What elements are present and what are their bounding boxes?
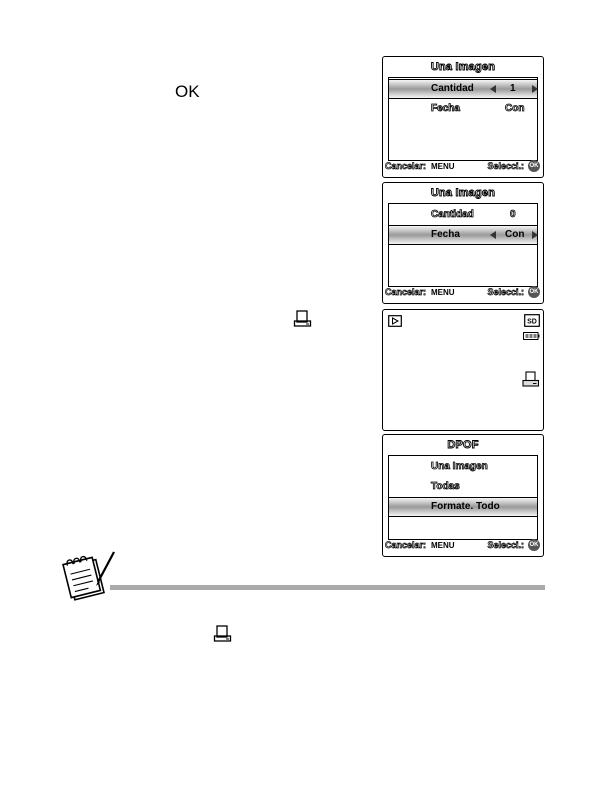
sd-card-icon	[524, 314, 540, 327]
item-label: Una Imagen	[431, 461, 488, 472]
lcd-screen-playback	[382, 309, 544, 431]
screen-footer	[385, 160, 541, 174]
screen-title: Una Imagen	[430, 187, 496, 199]
note-divider	[110, 585, 545, 590]
cancel-label: Cancelar:	[385, 540, 427, 550]
menu-row-cantidad[interactable]	[389, 205, 537, 225]
print-icon	[293, 309, 313, 329]
lcd-screen-dpof	[382, 434, 544, 557]
row-label: Fecha	[431, 229, 460, 240]
screen-title: DPOF	[447, 439, 479, 451]
row-value: Con	[505, 229, 525, 240]
menu-item-formate-todo[interactable]	[389, 497, 537, 517]
menu-item-una-imagen[interactable]	[389, 457, 537, 477]
menu-key[interactable]: MENU	[431, 162, 455, 171]
print-icon	[522, 370, 540, 388]
row-label: Cantidad	[431, 209, 474, 220]
menu-row-cantidad[interactable]	[389, 79, 537, 99]
menu-row-fecha[interactable]	[389, 99, 537, 119]
select-label: Selecci.:	[487, 161, 524, 171]
left-arrow-icon[interactable]	[490, 231, 496, 239]
select-label: Selecci.:	[487, 287, 524, 297]
menu-key[interactable]: MENU	[431, 541, 455, 550]
battery-icon	[523, 332, 540, 340]
lcd-screen-single-image-qty	[382, 56, 544, 178]
item-label: Todas	[431, 481, 460, 492]
right-arrow-icon[interactable]	[532, 231, 538, 239]
row-label: Cantidad	[431, 83, 474, 94]
menu-box	[388, 455, 538, 540]
screen-title: Una Imagen	[430, 61, 496, 73]
menu-row-fecha[interactable]	[389, 225, 537, 245]
ok-key-icon[interactable]: OK	[528, 160, 540, 172]
row-value: 1	[510, 83, 516, 94]
ok-key-icon[interactable]: OK	[528, 286, 540, 298]
menu-box	[388, 203, 538, 287]
sd-label: SD	[527, 318, 537, 326]
lcd-screen-single-image-date	[382, 182, 544, 304]
menu-box	[388, 77, 538, 161]
print-icon	[213, 624, 233, 644]
ok-button-label: OK	[175, 82, 200, 101]
cancel-label: Cancelar:	[385, 287, 427, 297]
ok-key-icon[interactable]: OK	[528, 539, 540, 551]
item-label: Formate. Todo	[431, 501, 500, 512]
notepad-icon	[62, 548, 118, 602]
row-value: Con	[505, 103, 525, 114]
right-arrow-icon[interactable]	[532, 85, 538, 93]
select-label: Selecci.:	[487, 540, 524, 550]
menu-item-todas[interactable]	[389, 477, 537, 497]
screen-footer	[385, 539, 541, 553]
screen-footer	[385, 286, 541, 300]
row-value: 0	[510, 209, 516, 220]
row-label: Fecha	[431, 103, 460, 114]
menu-key[interactable]: MENU	[431, 288, 455, 297]
cancel-label: Cancelar:	[385, 161, 427, 171]
left-arrow-icon[interactable]	[490, 85, 496, 93]
playback-icon	[388, 315, 402, 327]
